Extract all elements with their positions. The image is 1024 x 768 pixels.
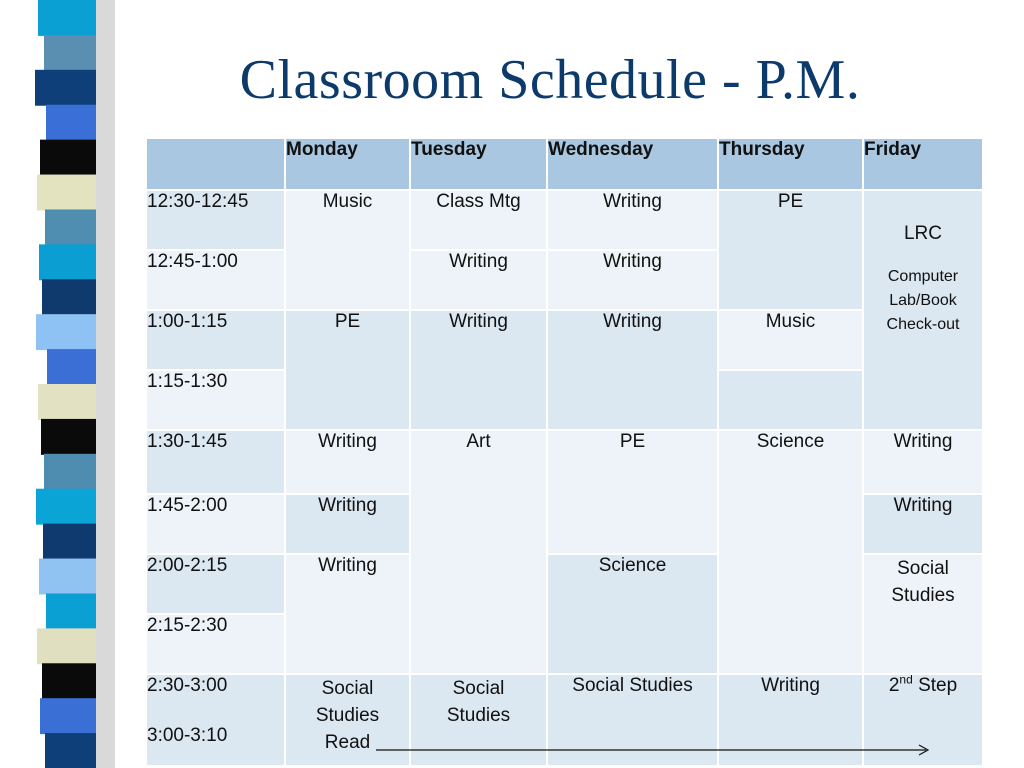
stripe-band	[41, 419, 96, 455]
day-header-friday: Friday	[863, 138, 983, 190]
tuesday-writing-cell: Writing	[410, 310, 547, 430]
friday-lrc-note: Computer Lab/Book Check-out	[886, 268, 960, 333]
monday-read-line: Read	[324, 732, 371, 753]
thursday-music-cell: Music	[718, 310, 863, 370]
stripe-band	[39, 244, 96, 280]
friday-lrc-label: LRC	[903, 223, 942, 244]
stripe-shadow	[96, 0, 115, 768]
stripe-band	[38, 0, 96, 36]
corner-cell	[146, 138, 285, 190]
tuesday-studies-line: Studies	[446, 705, 511, 726]
monday-pe-cell: PE	[285, 310, 410, 430]
wednesday-social-studies-cell: Social Studies	[547, 674, 718, 766]
stripe-band	[45, 733, 96, 768]
time-label: 1:30-1:45	[146, 430, 285, 494]
day-header-monday: Monday	[285, 138, 410, 190]
time-label: 3:00-3:10	[147, 725, 228, 746]
stripe-band	[45, 209, 96, 245]
stripe-band	[37, 175, 96, 211]
day-header-tuesday: Tuesday	[410, 138, 547, 190]
friday-writing-cell: Writing	[863, 430, 983, 494]
time-label: 1:00-1:15	[146, 310, 285, 370]
stripe-band	[42, 663, 96, 699]
time-label: 1:15-1:30	[146, 370, 285, 430]
monday-writing-cell: Writing	[285, 430, 410, 494]
time-label-pair	[146, 674, 285, 766]
header-row	[146, 138, 983, 190]
stripe-band	[36, 314, 96, 350]
time-label: 2:30-3:00	[147, 675, 228, 696]
stripe-band	[37, 628, 96, 664]
day-header-wednesday: Wednesday	[547, 138, 718, 190]
tuesday-art-cell: Art	[410, 430, 547, 674]
friday-step-ordinal: nd	[899, 672, 913, 687]
table-row	[146, 310, 983, 370]
monday-writing-cell: Writing	[285, 494, 410, 554]
decorative-stripe	[0, 0, 115, 768]
monday-studies-line: Studies	[315, 705, 380, 726]
friday-social-line: Social	[897, 558, 949, 579]
stripe-band	[35, 70, 96, 106]
time-label: 2:00-2:15	[146, 554, 285, 614]
stripe-band	[46, 593, 96, 629]
monday-social-studies-cell	[285, 674, 410, 766]
monday-social-line: Social	[321, 678, 374, 699]
time-label: 12:45-1:00	[146, 250, 285, 310]
tuesday-writing-cell: Writing	[410, 250, 547, 310]
stripe-band	[36, 489, 96, 525]
tuesday-social-studies-cell	[410, 674, 547, 766]
monday-music-cell: Music	[285, 190, 410, 310]
stripe-band	[46, 105, 96, 141]
table-row	[146, 674, 983, 766]
stripe-band	[47, 349, 96, 385]
thursday-science-cell: Science	[718, 430, 863, 674]
thursday-writing-cell: Writing	[718, 674, 863, 766]
wednesday-writing-cell: Writing	[547, 310, 718, 430]
friday-lrc-cell	[863, 190, 983, 430]
friday-second-step-cell	[863, 674, 983, 766]
wednesday-writing-cell: Writing	[547, 250, 718, 310]
tuesday-social-line: Social	[452, 678, 505, 699]
wednesday-pe-cell: PE	[547, 430, 718, 554]
wednesday-science-cell: Science	[547, 554, 718, 674]
tuesday-class-mtg-cell: Class Mtg	[410, 190, 547, 250]
monday-writing-cell: Writing	[285, 554, 410, 674]
friday-step-number: 2	[888, 675, 900, 696]
friday-social-studies-cell	[863, 554, 983, 674]
stripe-band	[44, 35, 96, 71]
stripe-band	[40, 140, 96, 176]
time-label: 1:45-2:00	[146, 494, 285, 554]
time-label: 2:15-2:30	[146, 614, 285, 674]
table-row	[146, 190, 983, 250]
wednesday-writing-cell: Writing	[547, 190, 718, 250]
stripe-band	[43, 524, 96, 560]
stripe-band	[38, 384, 96, 420]
friday-step-word: Step	[918, 675, 958, 696]
stripe-band	[42, 279, 96, 315]
day-header-thursday: Thursday	[718, 138, 863, 190]
friday-writing-cell: Writing	[863, 494, 983, 554]
stripe-band	[44, 454, 96, 490]
friday-studies-line: Studies	[891, 585, 955, 606]
schedule-table	[145, 137, 984, 767]
thursday-pe-cell: PE	[718, 190, 863, 310]
stripe-band	[40, 698, 96, 734]
time-label: 12:30-12:45	[146, 190, 285, 250]
page-title: Classroom Schedule - P.M.	[239, 49, 861, 111]
thursday-empty-cell	[718, 370, 863, 430]
stripe-band	[39, 559, 96, 595]
table-row	[146, 430, 983, 494]
